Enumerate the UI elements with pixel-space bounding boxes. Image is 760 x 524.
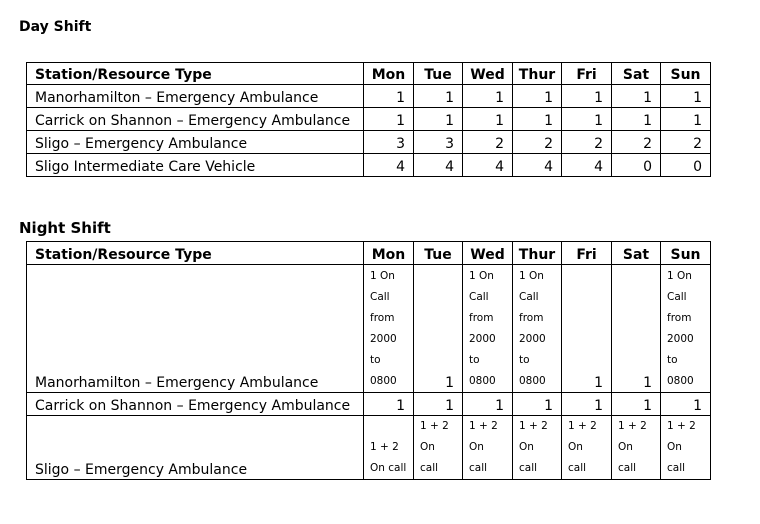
- station-name: Manorhamilton – Emergency Ambulance: [27, 85, 364, 108]
- oncall-line: 1 On: [667, 270, 692, 282]
- oncall-cell-thur: [513, 265, 562, 393]
- table-cell: 1: [513, 108, 562, 131]
- table-cell: 3: [414, 131, 463, 154]
- oncall-cell-mon: [364, 265, 414, 393]
- oncall-line: call: [519, 462, 538, 474]
- night-shift-table: [26, 241, 711, 480]
- day-header-mon: Mon: [364, 63, 414, 85]
- table-cell: 1: [513, 85, 562, 108]
- oncall-line: On: [568, 441, 583, 453]
- oncall-line: from: [519, 312, 544, 324]
- table-cell: 1: [661, 393, 711, 416]
- oncall-cell-mon: [364, 416, 414, 480]
- table-header-row: [27, 63, 711, 85]
- table-cell: 2: [612, 131, 661, 154]
- oncall-line: Call: [370, 291, 390, 303]
- oncall-line: 2000: [469, 333, 496, 345]
- table-row: [27, 85, 711, 108]
- table-cell: 1: [612, 85, 661, 108]
- oncall-line: call: [618, 462, 637, 474]
- oncall-line: 2000: [519, 333, 546, 345]
- station-header: Station/Resource Type: [27, 242, 364, 265]
- oncall-line: 0800: [469, 375, 496, 387]
- table-cell: 2: [513, 131, 562, 154]
- oncall-cell-thur: [513, 416, 562, 480]
- table-cell: 4: [414, 154, 463, 177]
- day-shift-table: [26, 62, 711, 177]
- station-name: Sligo – Emergency Ambulance: [27, 416, 364, 480]
- station-name: Sligo Intermediate Care Vehicle: [27, 154, 364, 177]
- oncall-line: 2000: [370, 333, 397, 345]
- oncall-line: 0800: [667, 375, 694, 387]
- oncall-cell-fri: [562, 416, 612, 480]
- oncall-line: from: [667, 312, 692, 324]
- oncall-line: to: [469, 354, 480, 366]
- day-header-tue: Tue: [414, 242, 463, 265]
- oncall-line: call: [420, 462, 439, 474]
- table-header-row: [27, 242, 711, 265]
- table-cell: 1: [612, 265, 661, 393]
- table-row: [27, 265, 711, 393]
- oncall-line: Call: [519, 291, 539, 303]
- oncall-line: 2000: [667, 333, 694, 345]
- table-cell: 1: [612, 108, 661, 131]
- table-cell: 1: [414, 265, 463, 393]
- table-cell: 1: [364, 85, 414, 108]
- oncall-line: 1 + 2: [469, 420, 498, 432]
- day-header-fri: Fri: [562, 63, 612, 85]
- day-header-sat: Sat: [612, 242, 661, 265]
- table-cell: 1: [414, 108, 463, 131]
- oncall-line: from: [469, 312, 494, 324]
- station-name: Manorhamilton – Emergency Ambulance: [27, 265, 364, 393]
- table-cell: 2: [463, 131, 513, 154]
- night-shift-heading: Night Shift: [19, 219, 111, 237]
- table-cell: 1: [463, 85, 513, 108]
- oncall-line: On: [519, 441, 534, 453]
- day-header-thur: Thur: [513, 242, 562, 265]
- station-header: Station/Resource Type: [27, 63, 364, 85]
- oncall-cell-sun: [661, 416, 711, 480]
- oncall-line: On: [667, 441, 682, 453]
- day-header-tue: Tue: [414, 63, 463, 85]
- station-name: Carrick on Shannon – Emergency Ambulance: [27, 108, 364, 131]
- table-row: [27, 131, 711, 154]
- table-cell: 1: [562, 108, 612, 131]
- oncall-line: 1 + 2: [370, 441, 399, 453]
- oncall-line: On: [420, 441, 435, 453]
- table-cell: 1: [612, 393, 661, 416]
- oncall-line: call: [667, 462, 686, 474]
- table-row: [27, 393, 711, 416]
- table-cell: 0: [612, 154, 661, 177]
- oncall-line: Call: [469, 291, 489, 303]
- day-shift-heading: Day Shift: [19, 19, 92, 35]
- oncall-line: 1 On: [370, 270, 395, 282]
- oncall-line: from: [370, 312, 395, 324]
- oncall-line: 1 On: [519, 270, 544, 282]
- table-cell: 4: [463, 154, 513, 177]
- table-cell: 1: [661, 85, 711, 108]
- oncall-line: On: [618, 441, 633, 453]
- oncall-cell-wed: [463, 416, 513, 480]
- oncall-line: 1 + 2: [420, 420, 449, 432]
- oncall-line: to: [519, 354, 530, 366]
- day-header-fri: Fri: [562, 242, 612, 265]
- oncall-line: to: [667, 354, 678, 366]
- table-cell: 4: [562, 154, 612, 177]
- oncall-cell-sat: [612, 416, 661, 480]
- oncall-cell-tue: [414, 416, 463, 480]
- station-name: Sligo – Emergency Ambulance: [27, 131, 364, 154]
- table-cell: 1: [562, 265, 612, 393]
- table-cell: 1: [562, 393, 612, 416]
- day-header-wed: Wed: [463, 242, 513, 265]
- table-row: [27, 108, 711, 131]
- oncall-line: to: [370, 354, 381, 366]
- day-header-thur: Thur: [513, 63, 562, 85]
- oncall-line: 1 + 2: [618, 420, 647, 432]
- table-cell: 1: [463, 108, 513, 131]
- table-cell: 1: [513, 393, 562, 416]
- table-cell: 1: [414, 393, 463, 416]
- oncall-line: On: [469, 441, 484, 453]
- day-header-sun: Sun: [661, 63, 711, 85]
- table-cell: 2: [562, 131, 612, 154]
- oncall-line: On call: [370, 462, 407, 474]
- table-cell: 3: [364, 131, 414, 154]
- oncall-line: 1 + 2: [667, 420, 696, 432]
- table-cell: 2: [661, 131, 711, 154]
- table-cell: 1: [463, 393, 513, 416]
- oncall-line: 0800: [519, 375, 546, 387]
- oncall-line: call: [568, 462, 587, 474]
- day-header-sun: Sun: [661, 242, 711, 265]
- oncall-cell-wed: [463, 265, 513, 393]
- oncall-line: 1 + 2: [519, 420, 548, 432]
- oncall-line: Call: [667, 291, 687, 303]
- table-cell: 1: [562, 85, 612, 108]
- day-header-sat: Sat: [612, 63, 661, 85]
- table-cell: 1: [364, 108, 414, 131]
- table-cell: 1: [364, 393, 414, 416]
- oncall-line: call: [469, 462, 488, 474]
- day-header-mon: Mon: [364, 242, 414, 265]
- oncall-line: 0800: [370, 375, 397, 387]
- table-cell: 0: [661, 154, 711, 177]
- oncall-line: 1 On: [469, 270, 494, 282]
- station-name: Carrick on Shannon – Emergency Ambulance: [27, 393, 364, 416]
- table-row: [27, 154, 711, 177]
- table-row: [27, 416, 711, 480]
- table-cell: 1: [414, 85, 463, 108]
- table-cell: 4: [364, 154, 414, 177]
- oncall-line: 1 + 2: [568, 420, 597, 432]
- day-header-wed: Wed: [463, 63, 513, 85]
- oncall-cell-sun: [661, 265, 711, 393]
- table-cell: 4: [513, 154, 562, 177]
- table-cell: 1: [661, 108, 711, 131]
